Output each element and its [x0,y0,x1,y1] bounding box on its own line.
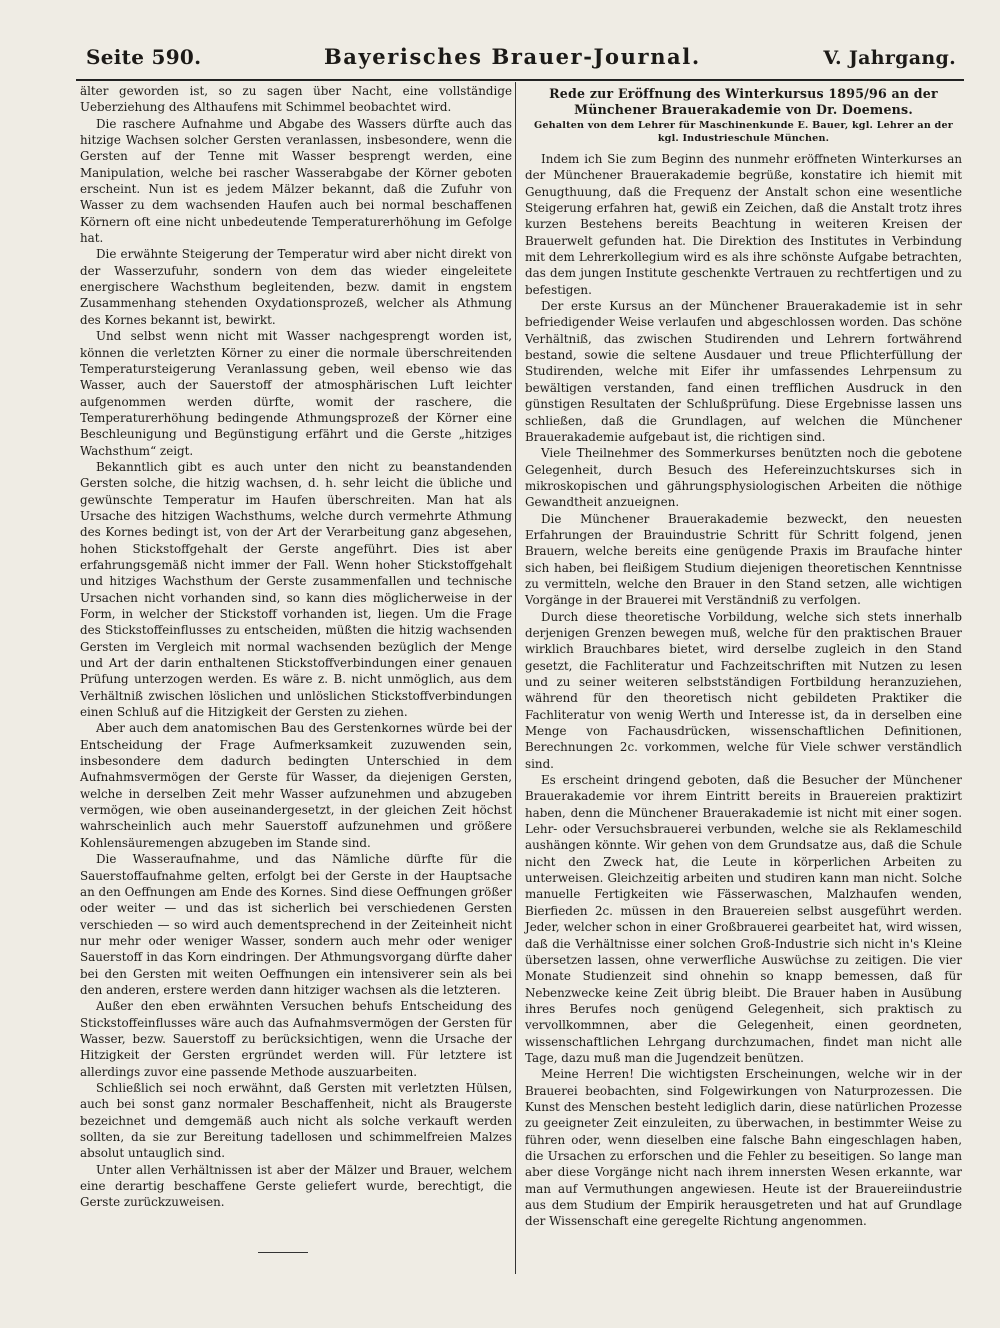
paragraph: Schließlich sei noch erwähnt, daß Gersten mit verletzten Hülsen, auch bei sonst ganz normaler Beschaffenheit, nicht als Braugerste bezeichnet und demgemäß auch nicht als solche verkauft werden sollten, da sie zur Bereitung tadellosen und schimmelfreien Malzes absolut untauglich sind. [80,1080,512,1161]
paragraph: Und selbst wenn nicht mit Wasser nachgesprengt worden ist, können die verletzten Körner zu einer die normale überschreitenden Temperatursteigerung Veranlassung geben, weil ebenso wie das Wasser, auch der Sauerstoff der atmosphärischen Luft leichter aufgenommen werden dürfte, womit der raschere, die Temperaturerhöhung bedingende Athmungsprozeß der Körner eine Beschleunigung und Begünstigung erfährt und die Gerste „hitziges Wachsthum“ zeigt. [80,329,512,458]
paragraph: Die raschere Aufnahme und Abgabe des Wassers dürfte auch das hitzige Wachsen solcher Gersten veranlassen, insbesondere, wenn die Gersten auf der Tenne mit Wasser besprengt werden, eine Manipulation, welche bei rascher Wasserabgabe der Körner geboten erscheint. Nun ist es jedem Mälzer bekannt, daß die Zufuhr von Wasser zu dem wachsenden Haufen auch bei normal beschaffenen Körnern oft eine nicht unbedeutende Temperaturerhöhung im Gefolge hat. [80,116,512,246]
left-column [80,83,512,1211]
paragraph: Die erwähnte Steigerung der Temperatur wird aber nicht direkt von der Wasserzufuhr, sondern von dem das wieder eingeleitete energischere Wachsthum begleitenden, bezw. damit in engstem Zusammenhang stehenden Oxydationsprozeß, welcher als Athmung des Kornes bekannt ist, bewirkt. [80,247,512,327]
page-header [86,44,956,78]
volume-label: V. Jahrgang. [823,47,956,69]
article-end-rule [258,1252,308,1253]
paragraph: Indem ich Sie zum Beginn des nunmehr eröffneten Winterkurses an der Münchener Brauerakademie begrüße, konstatire ich hiemit mit Genugthuung, daß die Frequenz der Anstalt schon eine wesentliche Steigerung erfahren hat, gewiß ein Zeichen, daß die Anstalt trotz ihres kurzen Bestehens bereits Beachtung in weiteren Kreisen der Brauerwelt gefunden hat. Die Direktion des Institutes in Verbindung mit dem Lehrerkollegium wird es als ihre schönste Aufgabe betrachten, das dem jungen Institute geschenkte Vertrauen zu rechtfertigen und zu befestigen. [525,152,962,297]
paragraph: Durch diese theoretische Vorbildung, welche sich stets innerhalb derjenigen Grenzen bewegen muß, welche für den praktischen Brauer wirklich Brauchbares bietet, wird derselbe zugleich in den Stand gesetzt, die Fachliteratur und Fachzeitschriften mit Nutzen zu lesen und zu seiner weiteren selbstständigen Fortbildung heranzuziehen, während für den theoretisch nicht gebildeten Praktiker die Fachliteratur von wenig Werth und Interesse ist, da in derselben eine Menge von Fachausdrücken, wissenschaftlichen Definitionen, Berechnungen 2c. vorkommen, welche für Viele schwer verständlich sind. [525,609,962,771]
article-byline: Gehalten von dem Lehrer für Maschinenkunde E. Bauer, kgl. Lehrer an der kgl. Industrieschule München. [533,120,954,144]
header-rule [76,79,964,81]
paragraph: Der erste Kursus an der Münchener Brauerakademie ist in sehr befriedigender Weise verlaufen und abgeschlossen worden. Das schöne Verhältniß, das zwischen Studirenden und Lehrern fortwährend bestand, sowie die seltene Ausdauer und treue Pflichterfüllung der Studirenden, welche mit Eifer ihr umfassendes Lehrpensum zu bewältigen verstanden, fand einen trefflichen Ausdruck in den günstigen Resultaten der Schlußprüfung. Diese Ergebnisse lassen uns schließen, daß die Grundlagen, auf welchen die Münchener Brauerakademie aufgebaut ist, die richtigen sind. [525,299,962,444]
column-divider [515,82,516,1274]
journal-title: Bayerisches Brauer-Journal. [323,44,701,69]
paragraph: Die Münchener Brauerakademie bezweckt, den neuesten Erfahrungen der Brauindustrie Schritt für Schritt folgend, jenen Brauern, welche bereits eine genügende Praxis im Braufache hinter sich haben, bei fleißigem Studium diejenigen theoretischen Kenntnisse zu vermitteln, welche den Brauer in den Stand setzen, alle wichtigen Vorgänge in der Brauerei mit Verständniß zu verfolgen. [525,511,962,608]
paragraph: Aber auch dem anatomischen Bau des Gerstenkornes würde bei der Entscheidung der Frage Aufmerksamkeit zuzuwenden sein, insbesondere dem dadurch bedingten Unterschied in dem Aufnahmsvermögen der Gerste für Wasser, da diejenigen Gersten, welche in derselben Zeit mehr Wasser aufzunehmen und abzugeben vermögen, wie oben auseinandergesetzt, in der gleichen Zeit höchst wahrscheinlich auch mehr Sauerstoff aufzunehmen und größere Kohlensäuremengen abzugeben im Stande sind. [80,721,512,850]
paragraph: Viele Theilnehmer des Sommerkurses benützten noch die gebotene Gelegenheit, durch Besuch des Hefereinzuchtskurses sich in mikroskopischen und gährungsphysiologischen Arbeiten die nöthige Gewandtheit anzueignen. [525,446,962,510]
paragraph: älter geworden ist, so zu sagen über Nacht, eine vollständige Ueberziehung des Althaufens mit Schimmel beobachtet wird. [80,84,512,115]
paragraph: Es erscheint dringend geboten, daß die Besucher der Münchener Brauerakademie vor ihrem Eintritt bereits in Brauereien praktizirt haben, denn die Münchener Brauerakademie ist nicht mit einer sogen. Lehr- oder Versuchsbrauerei verbunden, welche sie als Reklameschild aushängen könnte. Wir gehen von dem Grundsatze aus, daß die Schule nicht den Zweck hat, die Leute in körperlichen Arbeiten zu unterweisen. Gleichzeitig arbeiten und studiren kann man nicht. Solche manuelle Fertigkeiten wie Fässerwaschen, Malzhaufen wenden, Bierfieden 2c. müssen in den Brauereien selbst ausgeführt werden. Jeder, welcher schon in einer Großbrauerei gearbeitet hat, wird wissen, daß die Verhältnisse einer solchen Groß-Industrie sich nicht in's Kleine übersetzen lassen, ohne verwerfliche Auswüchse zu zeitigen. Die vier Monate Studienzeit sind ohnehin so knapp bemessen, daß für Nebenzwecke keine Zeit übrig bleibt. Die Brauer haben in Ausübung ihres Berufes noch genügend Gelegenheit, sich praktisch zu vervollkommnen, aber die Gelegenheit, einen geordneten, wissenschaftlichen Lehrgang durchzumachen, findet man nicht alle Tage, dazu muß man die Jugendzeit benützen. [525,773,962,1065]
paragraph: Außer den eben erwähnten Versuchen behufs Entscheidung des Stickstoffeinflusses wäre auch das Aufnahmsvermögen der Gersten für Wasser, bezw. Sauerstoff zu berücksichtigen, wenn die Ursache der Hitzigkeit der Gersten ergründet werden will. Für letztere ist allerdings zuvor eine passende Methode auszuarbeiten. [80,999,512,1079]
paragraph: Bekanntlich gibt es auch unter den nicht zu beanstandenden Gersten solche, die hitzig wachsen, d. h. sehr leicht die übliche und gewünschte Temperatur im Haufen überschreiten. Man hat als Ursache des hitzigen Wachsthums, welche durch vermehrte Athmung des Kornes bedingt ist, von der Art der Verarbeitung ganz abgesehen, hohen Stickstoffgehalt der Gerste angeführt. Dies ist aber erfahrungsgemäß nicht immer der Fall. Wenn hoher Stickstoffgehalt und hitziges Wachsthum der Gerste zusammenfallen und technische Ursachen nicht vorhanden sind, so kann dies möglicherweise in der Form, in welcher der Stickstoff vorhanden ist, liegen. Um die Frage des Stickstoffeinflusses zu entscheiden, müßten die hitzig wachsenden Gersten im Vergleich mit normal wachsenden bezüglich der Menge und Art der darin enthaltenen Stickstoffverbindungen einer genauen Prüfung unterzogen werden. Es wäre z. B. nicht unmöglich, aus dem Verhältniß zwischen löslichen und unlöslichen Stickstoffverbindungen einen Schluß auf die Hitzigkeit der Gersten zu ziehen. [80,459,512,720]
paragraph: Unter allen Verhältnissen ist aber der Mälzer und Brauer, welchem eine derartig beschaffene Gerste geliefert wurde, berechtigt, die Gerste zurückzuweisen. [80,1162,512,1210]
article-title: Rede zur Eröffnung des Winterkursus 1895/96 an der Münchener Brauerakademie von Dr. Doemens. [549,86,938,117]
paragraph: Meine Herren! Die wichtigsten Erscheinungen, welche wir in der Brauerei beobachten, sind Folgewirkungen von Naturprozessen. Die Kunst des Menschen besteht lediglich darin, diese natürlichen Prozesse zu geeigneter Zeit einzuleiten, zu überwachen, in bestimmter Weise zu führen oder, wenn dieselben eine falsche Bahn eingeschlagen haben, die Ursachen zu erforschen und die Fehler zu beseitigen. So lange man aber diese Vorgänge nicht nach ihrem innersten Wesen erkannte, war man auf Vermuthungen angewiesen. Heute ist der Brauereiindustrie aus dem Studium der Empirik herausgetreten und hat auf Grundlage der Wissenschaft eine geregelte Richtung angenommen. [525,1067,962,1229]
paragraph: Die Wasseraufnahme, und das Nämliche dürfte für die Sauerstoffaufnahme gelten, erfolgt bei der Gerste in der Hauptsache an den Oeffnungen am Ende des Kornes. Sind diese Oeffnungen größer oder weiter — und das ist sicherlich bei verschiedenen Gersten verschieden — so wird auch dementsprechend in der Zeiteinheit nicht nur mehr oder weniger Wasser, sondern auch mehr oder weniger Sauerstoff in das Korn eindringen. Der Athmungsvorgang dürfte daher bei den Gersten mit weiten Oeffnungen ein intensiverer sein als bei den anderen, erstere werden dann hitziger wachsen als die letzteren. [80,852,512,997]
page-number: Seite 590. [86,45,202,69]
right-column [525,83,962,1230]
